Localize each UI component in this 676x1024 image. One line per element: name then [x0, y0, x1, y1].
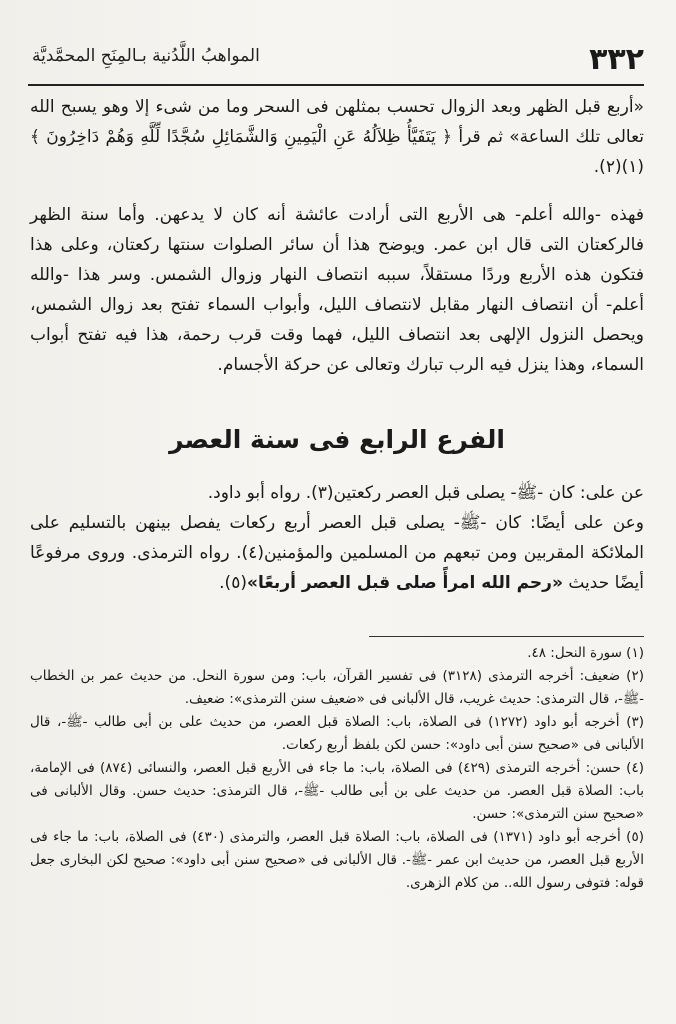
- footnote-1: (١) سورة النحل: ٤٨.: [527, 645, 644, 661]
- footnote-5: (٥) أخرجه أبو داود (١٣٧١) فى الصلاة، باب: الصلاة قبل العصر، والترمذى (٤٣٠) فى الصلاة، باب: ما جاء فى الأربع قبل العصر، من حديث ابن عمر -ﷺ-. قال الألبانى فى «صحيح سنن أبى داود»: صحيح لكن البخارى جعل قوله: فتوفى رسول الله.. من كلام الزهرى.: [30, 829, 644, 891]
- footnotes: [30, 642, 644, 895]
- paragraph-quote: «أربع قبل الظهر وبعد الزوال تحسب بمثلهن فى السحر وما من شىء إلا وهو يسبح الله تعالى تلك الساعة» ثم قرأ ﴿ يَتَفَيَّأُ ظِلاَلُهُ عَنِ الْيَمِينِ وَالشَّمَائِلِ سُجَّدًا لِّلَّهِ وَهُمْ دَاخِرُونَ ﴾(١)(٢).: [30, 97, 644, 177]
- footnote-divider: [369, 636, 644, 637]
- page-number: ٣٣٢: [589, 42, 644, 77]
- section-heading: الفرع الرابع فى سنة العصر: [169, 425, 505, 454]
- footnote-2: (٢) ضعيف: أخرجه الترمذى (٣١٢٨) فى تفسير القرآن، باب: ومن سورة النحل. من حديث عمر بن الخطاب -ﷺ-، قال الترمذى: حديث غريب، قال الألبانى فى «ضعيف سنن الترمذى»: ضعيف.: [30, 668, 644, 707]
- footnote-3: (٣) أخرجه أبو داود (١٢٧٢) فى الصلاة، باب: الصلاة قبل العصر، من حديث على بن أبى طالب -ﷺ-، قال الألبانى فى «صحيح سنن أبى داود»: حسن لكن بلفظ أربع ركعات.: [30, 714, 645, 753]
- section-line-2: وعن على أيضًا: كان -ﷺ- يصلى قبل العصر أربع ركعات يفصل بينهن بالتسليم على الملائكة المقربين ومن تبعهم من المسلمين والمؤمنين(٤). رواه الترمذى. وروى مرفوعًا أيضًا حديث: [30, 513, 644, 593]
- header-divider: [28, 84, 644, 86]
- section-line-1: عن على: كان -ﷺ- يصلى قبل العصر ركعتين(٣). رواه أبو داود.: [207, 483, 644, 503]
- page-header: [28, 40, 644, 80]
- section-body: [30, 478, 644, 598]
- paragraph-explanation: فهذه -والله أعلم- هى الأربع التى أرادت عائشة أنه كان لا يدعهن. وأما سنة الظهر فالركعتان التى قال ابن عمر. ويوضح هذا أن سائر الصلوات سنتها ركعتان، وعلى هذا فتكون هذه الأربع وردًا مستقلاً، سببه انتصاف النهار وزوال الشمس. وسر هذا -والله أعلم- أن انتصاف النهار مقابل لانتصاف الليل، وأبواب السماء تفتح بعد زوال الشمس، ويحصل النزول الإلهى بعد انتصاف الليل، فهما وقت قرب رحمة، هذا فيه تفتح أبواب السماء، وهذا ينزل فيه الرب تبارك وتعالى عن حركة الأجسام.: [30, 205, 644, 375]
- hadith-quote-ref: (٥).: [219, 573, 247, 593]
- footnote-4: (٤) حسن: أخرجه الترمذى (٤٢٩) فى الصلاة، باب: ما جاء فى الأربع قبل العصر، والنسائى (٨٧٤) فى الإمامة، باب: الصلاة قبل العصر. من حديث على بن أبى طالب -ﷺ-، قال الترمذى: حديث حسن. وقال الألبانى فى «صحيح سنن الترمذى»: حسن.: [30, 760, 644, 822]
- hadith-quote: «رحم الله امرأً صلى قبل العصر أربعًا»: [246, 573, 563, 593]
- running-title: المواهبُ اللَّدُنية بـالمِنَحِ المحمَّديَّة: [32, 46, 260, 66]
